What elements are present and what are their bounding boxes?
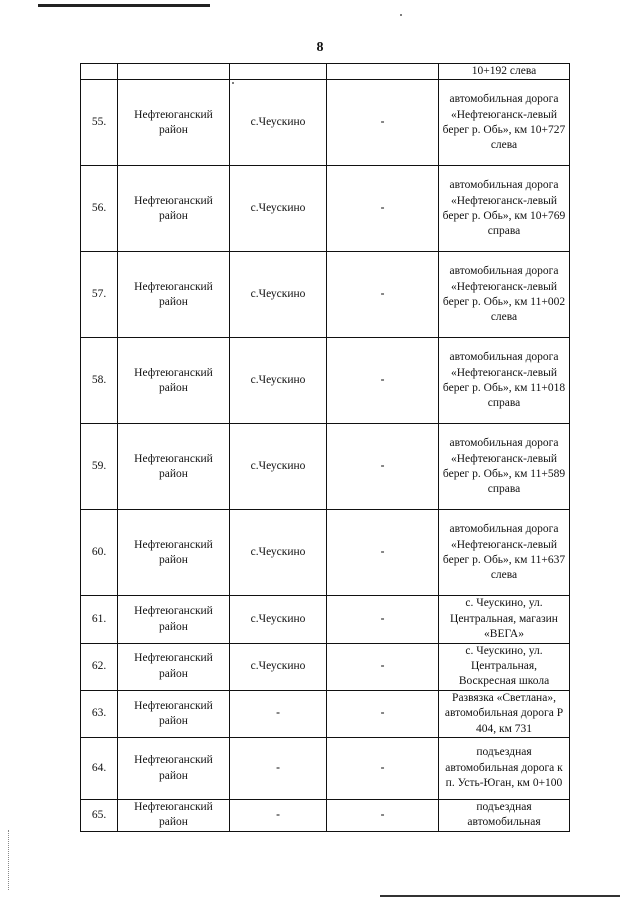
settlement-cell: - xyxy=(230,800,327,832)
top-rule xyxy=(38,4,210,7)
col4-cell: - xyxy=(327,800,439,832)
margin-marks xyxy=(8,830,11,890)
district-cell: Нефтеюганский район xyxy=(118,80,230,166)
table-row xyxy=(81,424,570,510)
table-row xyxy=(81,643,570,690)
row-number: 59. xyxy=(81,424,118,510)
district-cell xyxy=(118,64,230,80)
col4-cell xyxy=(327,64,439,80)
settlement-cell: - xyxy=(230,738,327,800)
settlement-cell: с.Чеускино xyxy=(230,596,327,643)
table-row xyxy=(81,338,570,424)
row-number: 63. xyxy=(81,690,118,737)
table-row xyxy=(81,64,570,80)
district-cell: Нефтеюганский район xyxy=(118,252,230,338)
table-row xyxy=(81,596,570,643)
col4-cell: - xyxy=(327,80,439,166)
settlement-cell: с.Чеускино xyxy=(230,424,327,510)
location-cell: Развязка «Светлана», автомобильная дорога Р 404, км 731 xyxy=(439,690,570,737)
table-row xyxy=(81,80,570,166)
district-cell: Нефтеюганский район xyxy=(118,510,230,596)
table-body xyxy=(81,64,570,832)
row-number: 62. xyxy=(81,643,118,690)
settlement-cell: с.Чеускино xyxy=(230,338,327,424)
location-cell: подъездная автомобильная xyxy=(439,800,570,832)
col4-cell: - xyxy=(327,166,439,252)
district-cell: Нефтеюганский район xyxy=(118,690,230,737)
settlement-cell: с.Чеускино xyxy=(230,510,327,596)
row-number: 57. xyxy=(81,252,118,338)
scan-speck xyxy=(400,14,402,16)
settlement-cell xyxy=(230,64,327,80)
sites-table xyxy=(80,63,570,832)
row-number: 56. xyxy=(81,166,118,252)
location-cell: автомобильная дорога «Нефтеюганск-левый берег р. Обь», км 11+637 слева xyxy=(439,510,570,596)
location-cell: 10+192 слева xyxy=(439,64,570,80)
table-row xyxy=(81,738,570,800)
settlement-cell: с.Чеускино xyxy=(230,252,327,338)
row-number xyxy=(81,64,118,80)
location-cell: с. Чеускино, ул. Центральная, Воскресная школа xyxy=(439,643,570,690)
table-row xyxy=(81,800,570,832)
row-number: 55. xyxy=(81,80,118,166)
col4-cell: - xyxy=(327,690,439,737)
location-cell: автомобильная дорога «Нефтеюганск-левый берег р. Обь», км 11+589 справа xyxy=(439,424,570,510)
district-cell: Нефтеюганский район xyxy=(118,800,230,832)
col4-cell: - xyxy=(327,424,439,510)
settlement-cell: с.Чеускино xyxy=(230,166,327,252)
district-cell: Нефтеюганский район xyxy=(118,424,230,510)
table-row xyxy=(81,166,570,252)
location-cell: подъездная автомобильная дорога к п. Усть-Юган, км 0+100 xyxy=(439,738,570,800)
row-number: 64. xyxy=(81,738,118,800)
district-cell: Нефтеюганский район xyxy=(118,166,230,252)
col4-cell: - xyxy=(327,338,439,424)
district-cell: Нефтеюганский район xyxy=(118,643,230,690)
col4-cell: - xyxy=(327,596,439,643)
location-cell: автомобильная дорога «Нефтеюганск-левый берег р. Обь», км 11+018 справа xyxy=(439,338,570,424)
page-number: 8 xyxy=(316,40,324,55)
col4-cell: - xyxy=(327,738,439,800)
settlement-cell: с.Чеускино xyxy=(230,80,327,166)
district-cell: Нефтеюганский район xyxy=(118,738,230,800)
table-row xyxy=(81,510,570,596)
table-row xyxy=(81,690,570,737)
col4-cell: - xyxy=(327,643,439,690)
row-number: 61. xyxy=(81,596,118,643)
row-number: 65. xyxy=(81,800,118,832)
bottom-rule xyxy=(380,895,620,897)
settlement-cell: с.Чеускино xyxy=(230,643,327,690)
row-number: 60. xyxy=(81,510,118,596)
table-row xyxy=(81,252,570,338)
settlement-cell: - xyxy=(230,690,327,737)
row-number: 58. xyxy=(81,338,118,424)
col4-cell: - xyxy=(327,510,439,596)
location-cell: с. Чеускино, ул. Центральная, магазин «ВЕГА» xyxy=(439,596,570,643)
col4-cell: - xyxy=(327,252,439,338)
location-cell: автомобильная дорога «Нефтеюганск-левый берег р. Обь», км 10+727 слева xyxy=(439,80,570,166)
location-cell: автомобильная дорога «Нефтеюганск-левый берег р. Обь», км 11+002 слева xyxy=(439,252,570,338)
district-cell: Нефтеюганский район xyxy=(118,338,230,424)
district-cell: Нефтеюганский район xyxy=(118,596,230,643)
location-cell: автомобильная дорога «Нефтеюганск-левый берег р. Обь», км 10+769 справа xyxy=(439,166,570,252)
